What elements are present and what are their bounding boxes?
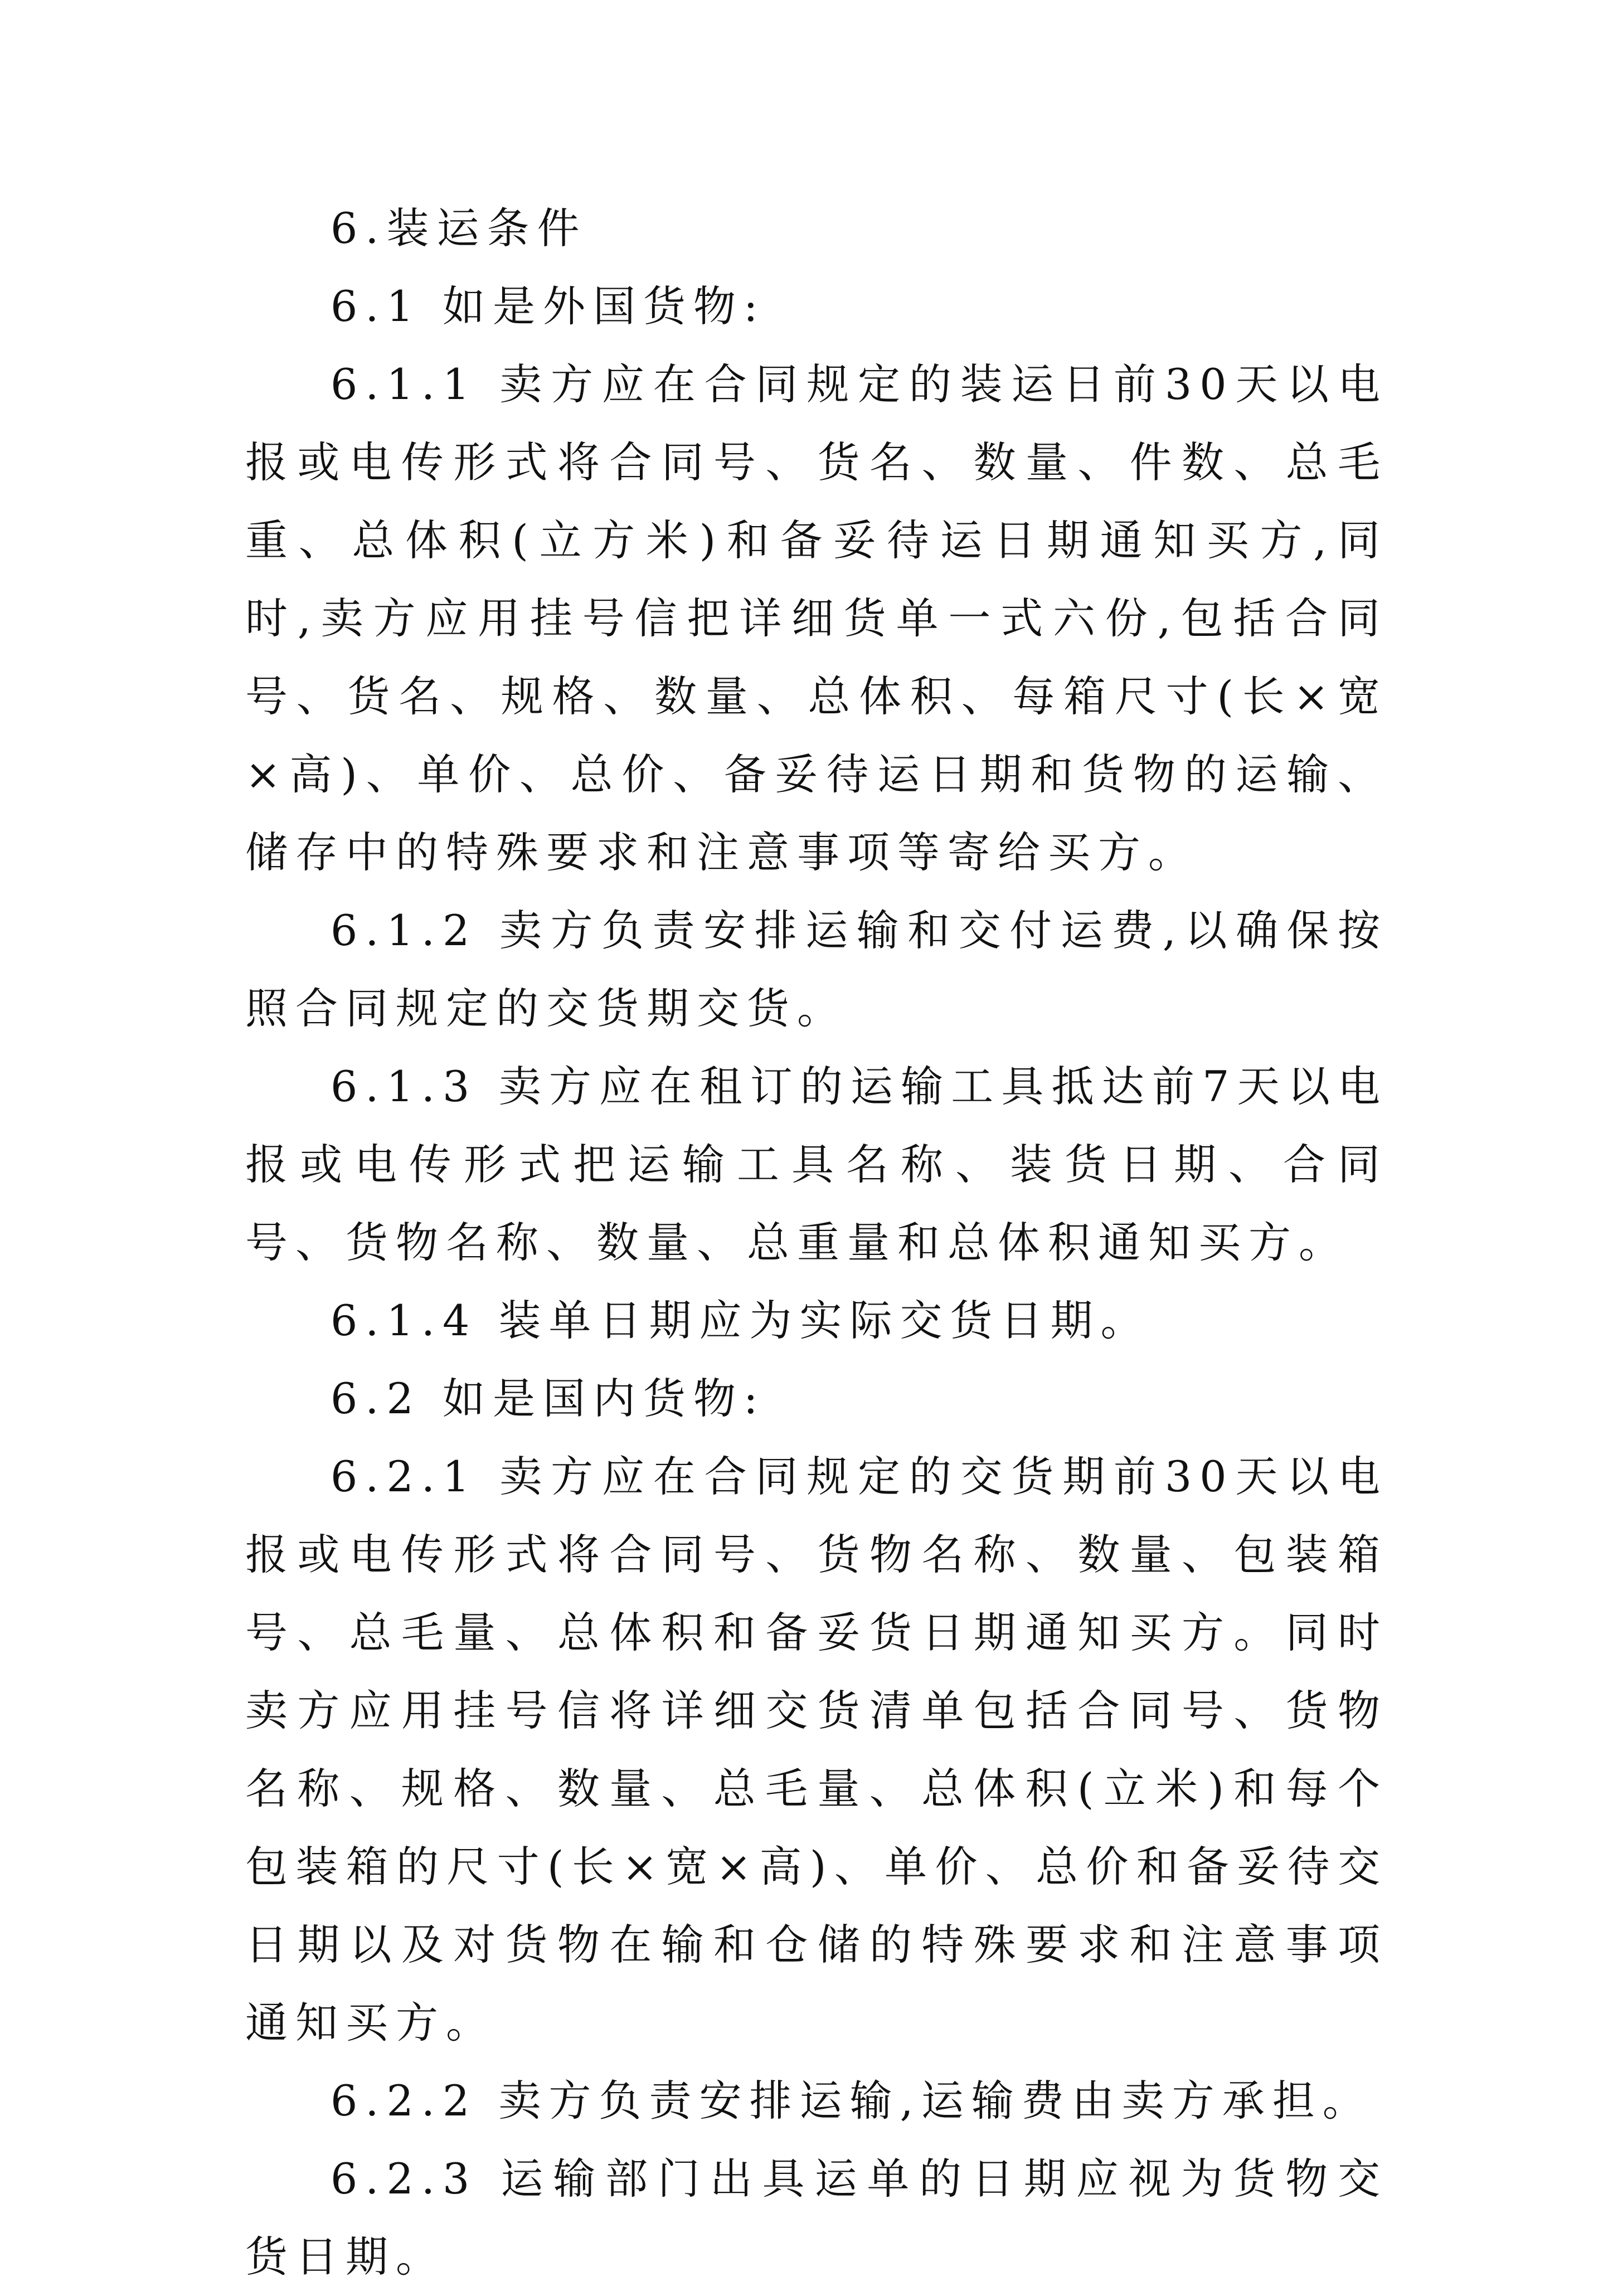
clause-6-2-3: 6.2.3 运输部门出具运单的日期应视为货物交货日期。: [245, 2154, 1388, 2282]
document-page: [245, 189, 1388, 2296]
clause-6-1-2: 6.1.2 卖方负责安排运输和交付运费,以确保按照合同规定的交货期交货。: [245, 906, 1388, 1033]
section-heading-shipping-terms: 6.装运条件: [331, 203, 587, 253]
clause-6-1-3: 6.1.3 卖方应在租订的运输工具抵达前7天以电报或电传形式把运输工具名称、装货日期、合同号、货物名称、数量、总重量和总体积通知买方。: [245, 1062, 1388, 1267]
clause-6-1-4: 6.1.4 装单日期应为实际交货日期。: [331, 1296, 1151, 1345]
clause-6-1-1: 6.1.1 卖方应在合同规定的装运日前30天以电报或电传形式将合同号、货名、数量、件数、总毛重、总体积(立方米)和备妥待运日期通知买方,同时,卖方应用挂号信把详细货单一式六份,包括合同号、货名、规格、数量、总体积、每箱尺寸(长×宽×高)、单价、总价、备妥待运日期和货物的运输、储存中的特殊要求和注意事项等寄给买方。: [245, 359, 1388, 877]
clause-6-2-2: 6.2.2 卖方负责安排运输,运输费由卖方承担。: [331, 2076, 1373, 2125]
clause-6-1-heading: 6.1 如是外国货物:: [331, 281, 766, 331]
clause-6-2-1: 6.2.1 卖方应在合同规定的交货期前30天以电报或电传形式将合同号、货物名称、数量、包装箱号、总毛量、总体积和备妥货日期通知买方。同时卖方应用挂号信将详细交货清单包括合同号、货物名称、规格、数量、总毛量、总体积(立米)和每个包装箱的尺寸(长×宽×高)、单价、总价和备妥待交日期以及对货物在输和仓储的特殊要求和注意事项通知买方。: [245, 1452, 1388, 2047]
clause-6-2-heading: 6.2 如是国内货物:: [331, 1374, 766, 1423]
